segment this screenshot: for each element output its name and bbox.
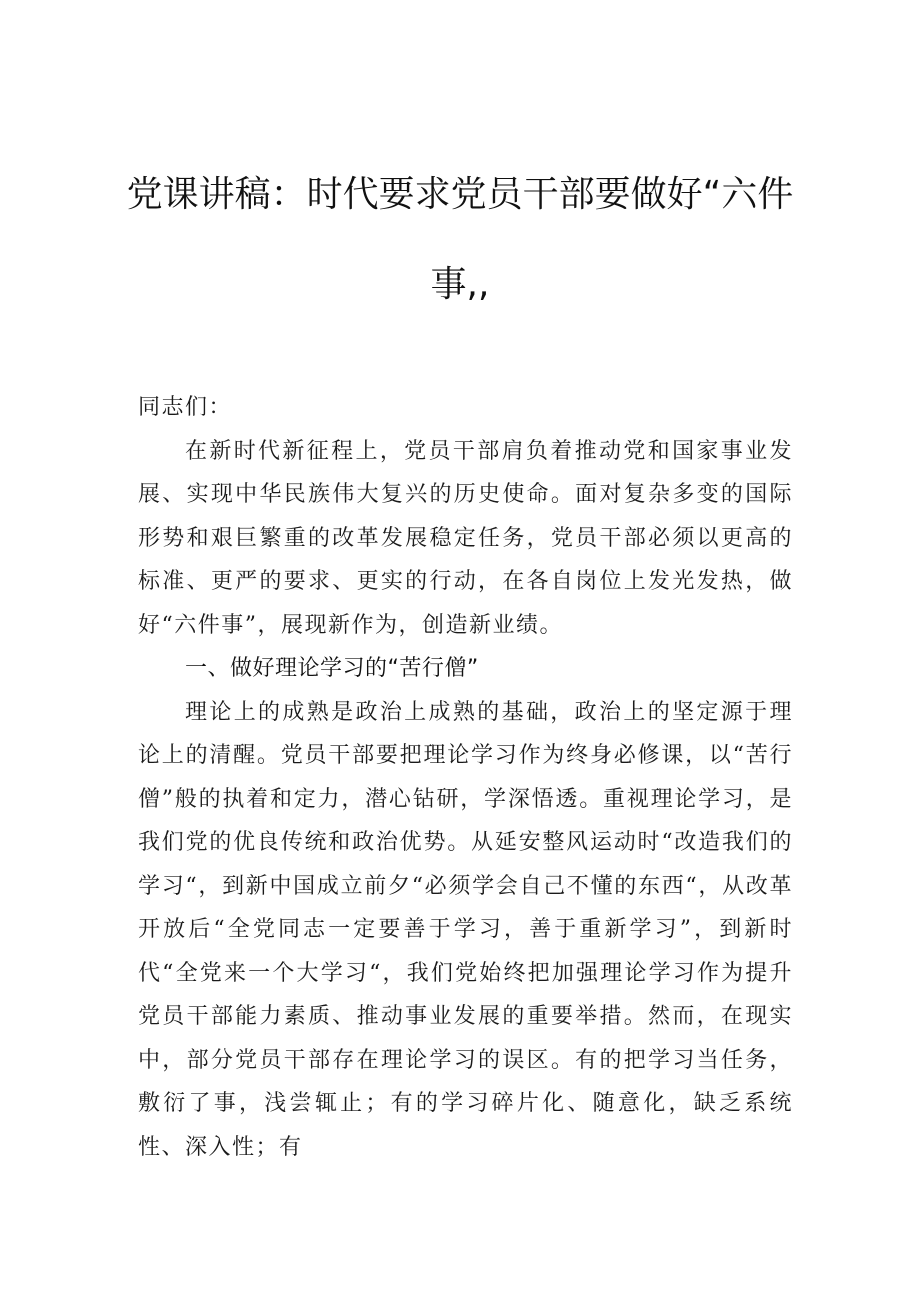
section-heading-1: 一、做好理论学习的“苦行僧”: [185, 656, 479, 681]
document-title: [120, 150, 800, 330]
document-body: [138, 386, 793, 1169]
section-1-paragraph: 理论上的成熟是政治上成熟的基础，政治上的坚定源于理论上的清醒。党员干部要把理论学习作为终身必修课，以“苦行僧”般的执着和定力，潜心钻研，学深悟透。重视理论学习，是我们党的优良传统和政治优势。从延安整风运动时“改造我们的学习“，到新中国成立前夕“必须学会自己不懂的东西“，从改革开放后“全党同志一定要善于学习，善于重新学习”，到新时代“全党来一个大学习“，我们党始终把加强理论学习作为提升党员干部能力素质、推动事业发展的重要举措。然而，在现实中，部分党员干部存在理论学习的误区。有的把学习当任务，敷衍了事，浅尝辄止；有的学习碎片化、随意化，缺乏系统性、深入性；有: [138, 699, 793, 1160]
salutation: 同志们：: [138, 395, 233, 420]
intro-paragraph: 在新时代新征程上，党员干部肩负着推动党和国家事业发展、实现中华民族伟大复兴的历史使命。面对复杂多变的国际形势和艰巨繁重的改革发展稳定任务，党员干部必须以更高的标准、更严的要求、更实的行动，在各自岗位上发光发热，做好“六件事”，展现新作为，创造新业绩。: [138, 438, 793, 638]
title-line-2: 事,,: [430, 264, 490, 305]
title-line-1: 党课讲稿：时代要求党员干部要做好“六件: [126, 174, 794, 215]
